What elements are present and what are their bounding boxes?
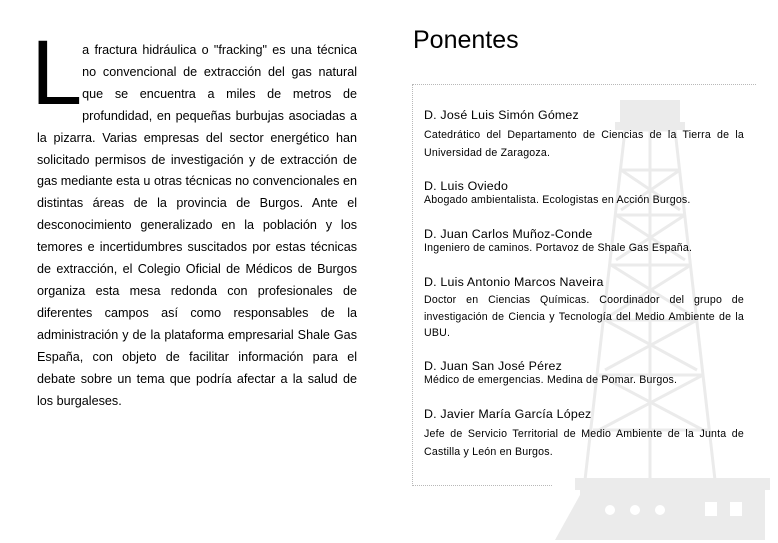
speaker-item	[424, 275, 744, 342]
intro-text: a fractura hidráulica o "fracking" es una técnica no convencional de extracción del gas natural que se encuentra a miles de metros de profundidad, en pequeñas burbujas asociadas a la pizarra. Varias empresas del sector energético han solicitado permisos de investigación y de extracción de gas mediante esta u otras técnicas no convencionales en distintas áreas de la provincia de Burgos. Ante el desconocimiento generalizado en la población y los temores e incertidumbres suscitados por estas técnicas de extracción, el Colegio Oficial de Médicos de Burgos organiza esta mesa redonda con profesionales de diferentes campos así como responsables de la administración y de la plataforma empresarial Shale Gas España, con objeto de facilitar información para el debate sobre un tema que podría afectar a la salud de los burgaleses.	[37, 43, 357, 408]
speaker-description: Catedrático del Departamento de Ciencias de la Tierra de la Universidad de Zaragoza.	[424, 129, 744, 159]
speaker-name: D. Javier María García López	[424, 407, 592, 421]
speaker-name: D. Luis Oviedo	[424, 179, 509, 193]
speaker-item	[424, 179, 744, 209]
speaker-item	[424, 227, 744, 257]
intro-section	[31, 22, 357, 412]
speaker-item	[424, 359, 744, 389]
speaker-name: D. José Luis Simón Gómez	[424, 108, 579, 122]
speaker-name: D. Luis Antonio Marcos Naveira	[424, 275, 604, 289]
speaker-name: D. Juan San José Pérez	[424, 359, 563, 373]
speaker-description: Ingeniero de caminos. Portavoz de Shale Gas España.	[424, 242, 693, 254]
drop-cap-letter: L	[31, 22, 81, 124]
speaker-description: Médico de emergencias. Medina de Pomar. Burgos.	[424, 374, 678, 386]
speakers-panel-bottom-border	[412, 485, 552, 486]
speakers-title: Ponentes	[413, 26, 519, 54]
speaker-description: Doctor en Ciencias Químicas. Coordinador del grupo de investigación de Ciencia y Tecnología del Medio Ambiente de la UBU.	[424, 294, 744, 339]
speaker-description: Abogado ambientalista. Ecologistas en Acción Burgos.	[424, 194, 691, 206]
intro-paragraph	[37, 40, 357, 412]
speaker-item	[424, 108, 744, 162]
speaker-description: Jefe de Servicio Territorial de Medio Ambiente de la Junta de Castilla y León en Burgos.	[424, 428, 744, 458]
speaker-item	[424, 407, 744, 461]
speaker-name: D. Juan Carlos Muñoz-Conde	[424, 227, 593, 241]
